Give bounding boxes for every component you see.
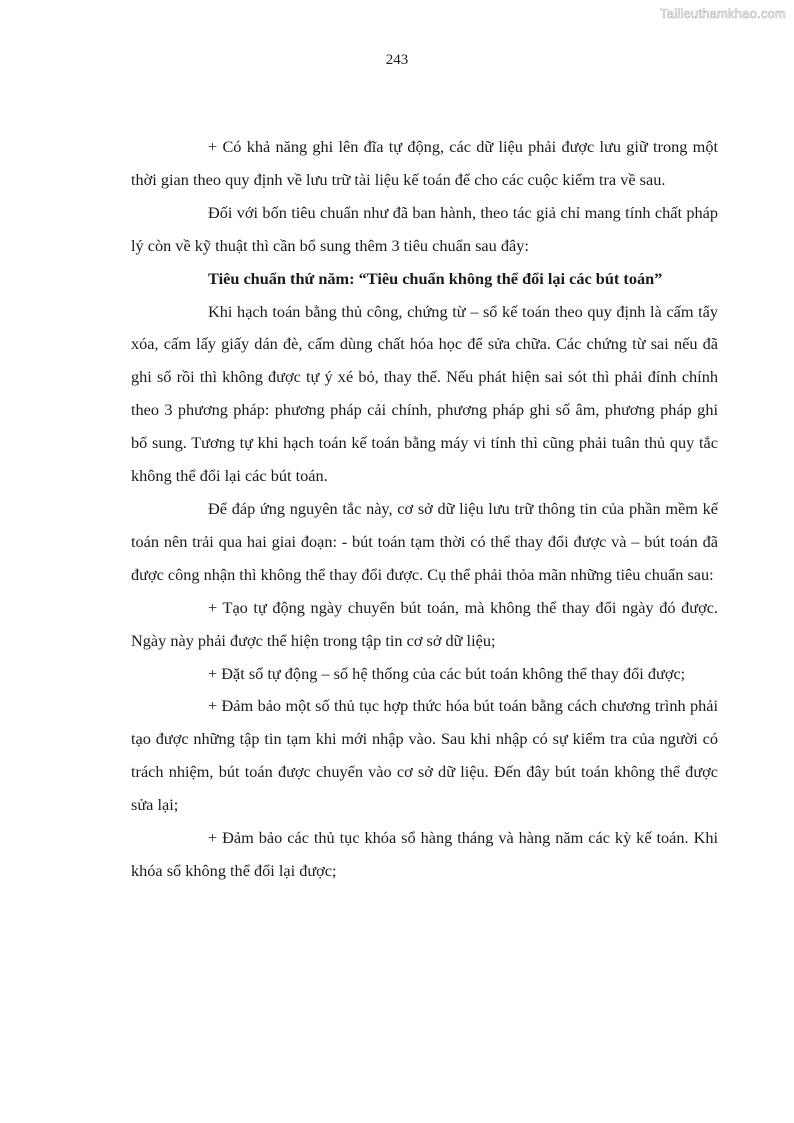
- paragraph-database-stages: Để đáp ứng nguyên tắc này, cơ sở dữ liệu lưu trữ thông tin của phần mềm kế toán nên trải qua hai giai đoạn: - bút toán tạm thời có thể thay đổi được và – bút toán đã được công nhận thì không thể thay đổi được. Cụ thể phải thỏa mãn những tiêu chuẩn sau:: [131, 498, 718, 584]
- paragraph-auto-date: + Tạo tự động ngày chuyển bút toán, mà không thể thay đổi ngày đó được. Ngày này phải được thể hiện trong tập tin cơ sở dữ liệu;: [131, 597, 718, 650]
- paragraph-period-closing: + Đảm bảo các thủ tục khóa sổ hàng tháng và hàng năm các kỳ kế toán. Khi khóa sổ không thể đổi lại được;: [131, 828, 718, 880]
- page-number: 243: [385, 52, 409, 68]
- section-heading-fifth-standard: Tiêu chuẩn thứ năm: “Tiêu chuẩn không thể đổi lại các bút toán”: [208, 268, 663, 288]
- paragraph-four-standards: Đối với bốn tiêu chuẩn như đã ban hành, theo tác giả chỉ mang tính chất pháp lý còn về kỹ thuật thì cần bổ sung thêm 3 tiêu chuẩn sau đây:: [131, 202, 718, 255]
- page-body: [131, 131, 718, 888]
- paragraph-disk-storage: + Có khả năng ghi lên đĩa tự động, các dữ liệu phải được lưu giữ trong một thời gian theo quy định về lưu trữ tài liệu kế toán để cho các cuộc kiểm tra về sau.: [131, 137, 718, 189]
- paragraph-auto-number: + Đặt số tự động – số hệ thống của các bút toán không thể thay đổi được;: [208, 663, 686, 683]
- paragraph-manual-accounting: Khi hạch toán bằng thủ công, chứng từ – sổ kế toán theo quy định là cấm tẩy xóa, cấm lấy giấy dán đè, cấm dùng chất hóa học để sửa chữa. Các chứng từ sai nếu đã ghi sổ rồi thì không được tự ý xé bỏ, thay thế. Nếu phát hiện sai sót thì phải đính chính theo 3 phương pháp: phương pháp cải chính, phương pháp ghi số âm, phương pháp ghi bổ sung. Tương tự khi hạch toán kế toán bằng máy vi tính thì cũng phải tuân thủ quy tắc không thể đổi lại các bút toán.: [131, 301, 718, 486]
- watermark: Tailieuthamkhao.com: [660, 6, 786, 21]
- paragraph-validation-procedure: + Đảm bảo một số thủ tục hợp thức hóa bút toán bằng cách chương trình phải tạo được những tập tin tạm khi mới nhập vào. Sau khi nhập có sự kiểm tra của người có trách nhiệm, bút toán được chuyển vào cơ sở dữ liệu. Đến đây bút toán không thể được sửa lại;: [131, 696, 718, 815]
